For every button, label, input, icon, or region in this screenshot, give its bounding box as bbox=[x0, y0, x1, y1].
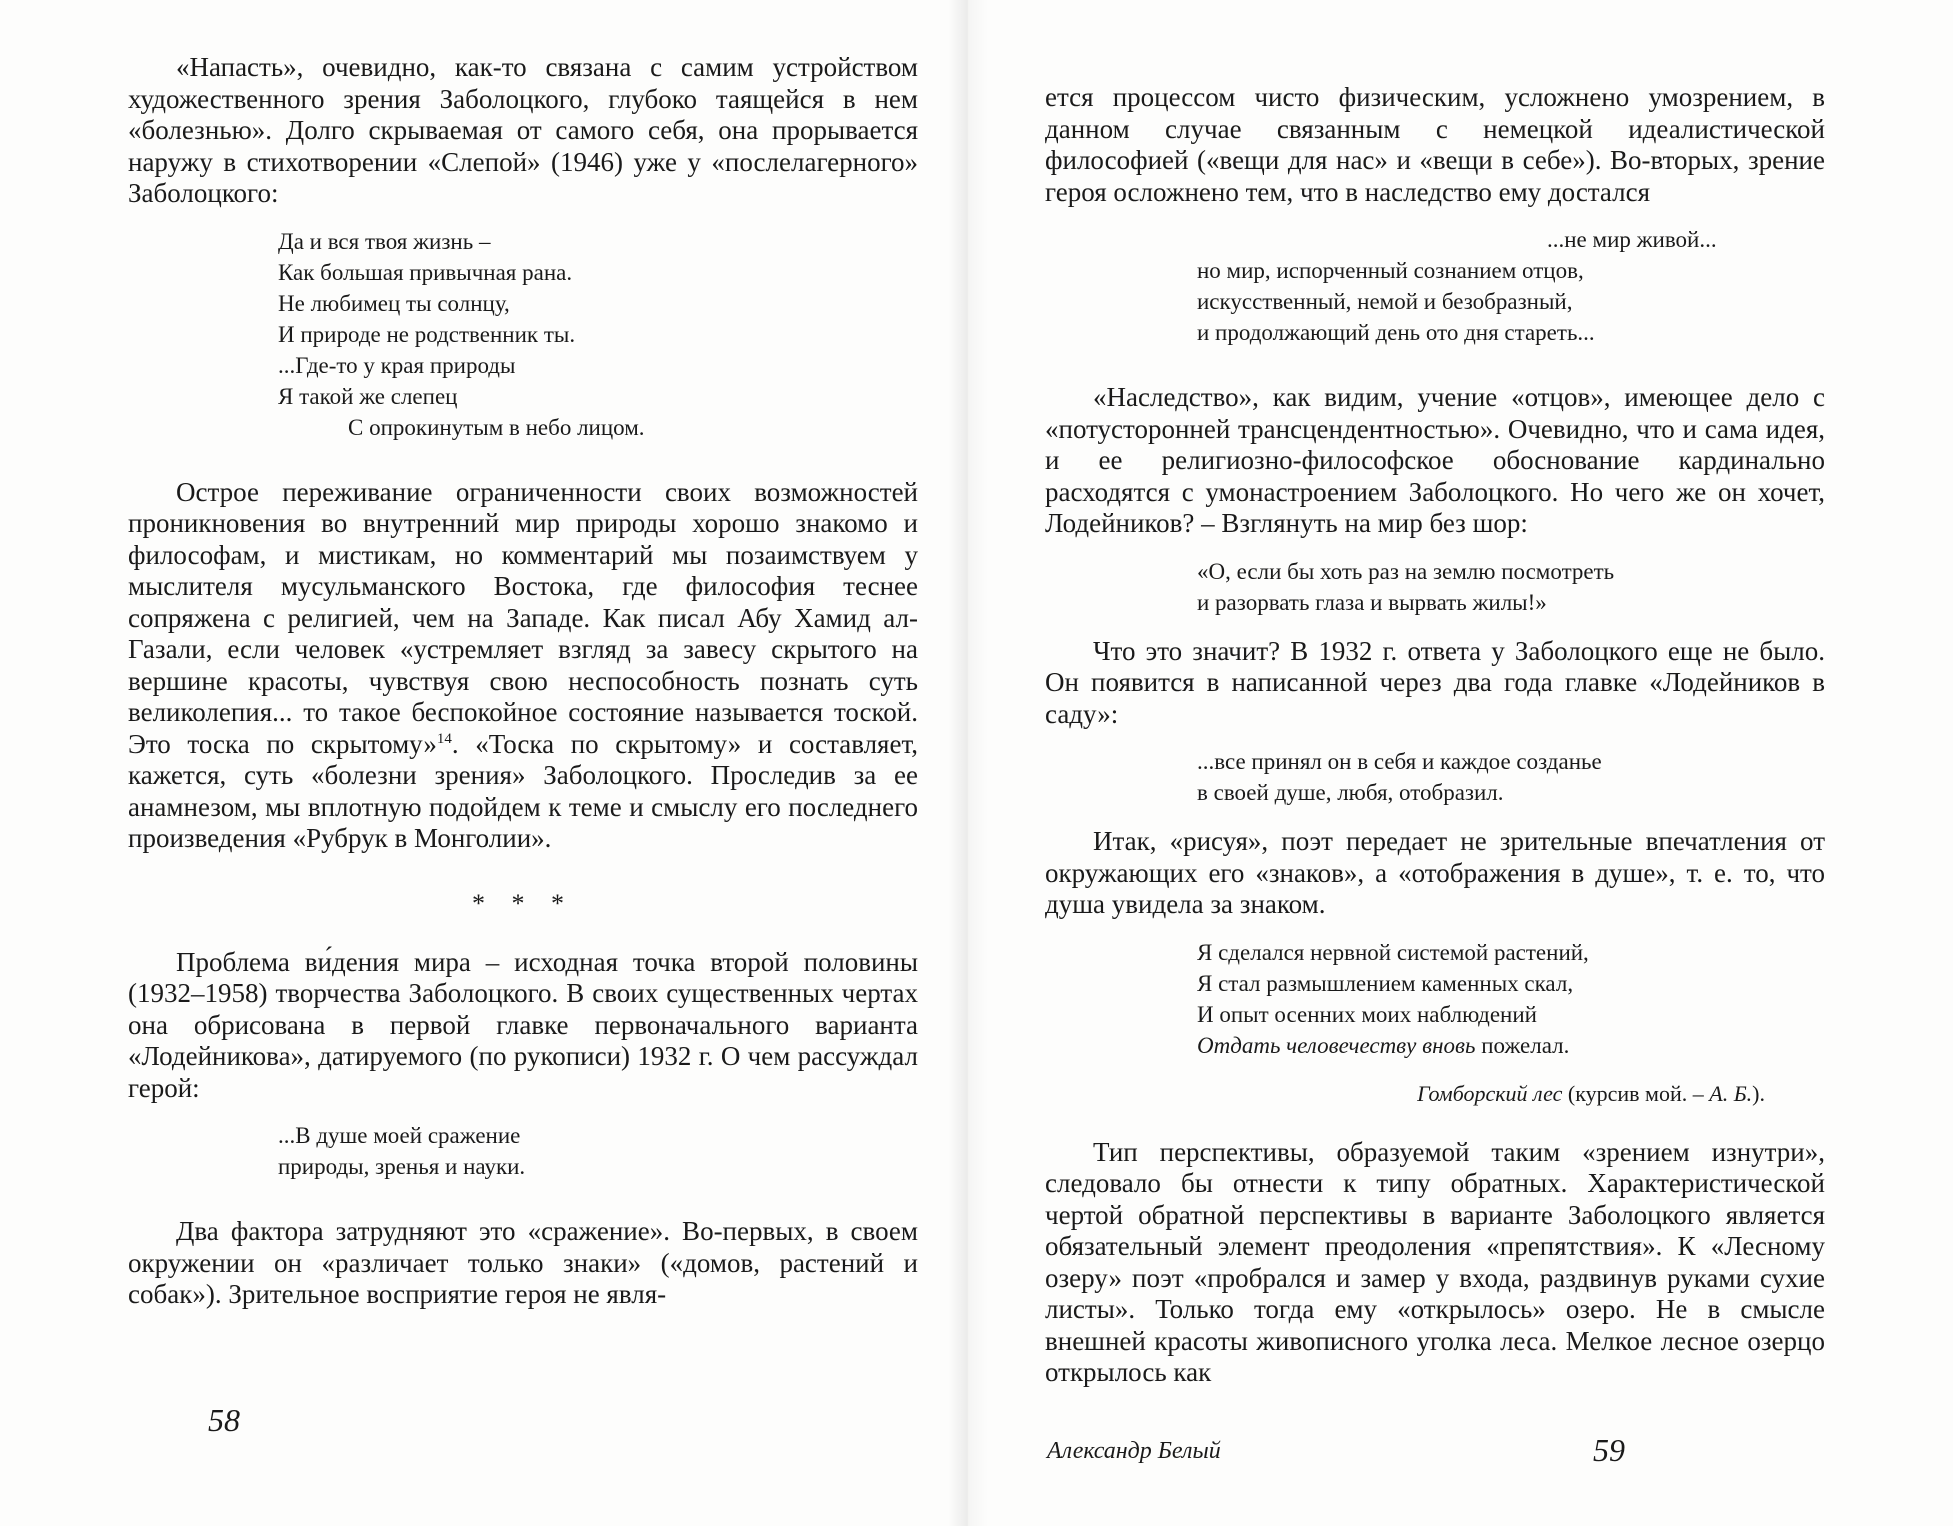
verse-line: С опрокинутым в небо лицом. bbox=[348, 414, 645, 440]
left-page bbox=[0, 0, 975, 1526]
right-page bbox=[975, 0, 1953, 1526]
verse-line: и разорвать глаза и вырвать жилы!» bbox=[1197, 589, 1547, 615]
verse-line: и продолжающий день ото дня стареть... bbox=[1197, 320, 1595, 345]
paragraph: Итак, «рисуя», поэт передает не зрительные впечатления от окружающих его «знаков», а «отображения в душе», т. е. то, что душа увидела за знаком. bbox=[1045, 826, 1825, 919]
verse-line: Я такой же слепец bbox=[278, 383, 458, 409]
verse-line: Я сделался нервной системой растений, bbox=[1197, 939, 1589, 965]
verse-line: ...все принял он в себя и каждое созданье bbox=[1197, 749, 1602, 774]
italic-emphasis: Отдать человечеству вновь bbox=[1197, 1032, 1476, 1058]
left-text-column bbox=[128, 52, 918, 1311]
verse-line: ...не мир живой... bbox=[1547, 227, 1717, 252]
verse-line: Я стал размышлением каменных скал, bbox=[1197, 970, 1574, 996]
paragraph: «Наследство», как видим, учение «отцов», имеющее дело с «потусторонней трансцендентностью». Очевидно, что и сама идея, и ее религиозно-философское обоснование кардинально расходятся с умонастроением Заболоцкого. Но чего же он хочет, Лодейников? – Взглянуть на мир без шор: bbox=[1045, 382, 1825, 538]
verse-quote bbox=[1197, 224, 1825, 348]
verse-line: И опыт осенних моих наблюдений bbox=[1197, 1001, 1537, 1027]
verse-line: «О, если бы хоть раз на землю посмотреть bbox=[1197, 558, 1615, 584]
attribution-end: ). bbox=[1752, 1080, 1765, 1106]
paragraph: Два фактора затрудняют это «сражение». Во-первых, в своем окружении он «различает только знаки» («домов, растений и собак»). Зрительное восприятие героя не явля- bbox=[128, 1216, 918, 1309]
verse-quote bbox=[278, 226, 918, 443]
verse-line: Как большая привычная рана. bbox=[278, 259, 573, 285]
verse-line: искусственный, немой и безобразный, bbox=[1197, 289, 1573, 314]
verse-line: И природе не родственник ты. bbox=[278, 321, 576, 347]
paragraph-text-tail: . «Тоска по скрытому» и составляет, кажется, суть «болезни зрения» Заболоцкого. Проследив за ее анамнезом, мы вплотную подойдем к теме и смыслу его последнего произведения «Рубрук в Монголии». bbox=[128, 728, 918, 853]
verse-line: ...Где-то у края природы bbox=[278, 352, 516, 378]
footnote-ref: 14 bbox=[436, 730, 452, 747]
running-footer-author: Александр Белый bbox=[1047, 1438, 1221, 1464]
paragraph: Проблема ви́дения мира – исходная точка второй половины (1932–1958) творчества Заболоцкого. В своих существенных чертах она обрисована в первой главке первоначального варианта «Лодейникова», датируемого (по рукописи) 1932 г. О чем рассуждал герой: bbox=[128, 946, 918, 1103]
section-break: * * * bbox=[472, 888, 574, 918]
verse-line: Да и вся твоя жизнь – bbox=[278, 228, 491, 254]
verse-attribution bbox=[1045, 1079, 1825, 1109]
page-number: 58 bbox=[208, 1402, 240, 1438]
paragraph: Тип перспективы, образуемой таким «зрением изнутри», следовало бы отнести к типу обратных. Характеристической чертой обратной перспективы в варианте Заболоцкого является обязательный элемент преодоления «препятствия». К «Лесному озеру» поэт «пробрался и замер у входа, раздвинув руками сухие листы». Только тогда ему «открылось» озеро. Не в смысле внешней красоты живописного уголка леса. Мелкое лесное озерцо открылось как bbox=[1045, 1136, 1825, 1387]
attribution-title: Гомборский лес bbox=[1417, 1080, 1563, 1106]
verse-line: в своей душе, любя, отобразил. bbox=[1197, 780, 1504, 805]
verse-line bbox=[1197, 1030, 1825, 1061]
verse-line: Не любимец ты солнцу, bbox=[278, 290, 510, 316]
verse-quote bbox=[278, 1120, 918, 1182]
verse-quote bbox=[1197, 746, 1825, 808]
verse-line-tail: пожелал. bbox=[1475, 1032, 1570, 1058]
attribution-note: (курсив мой. – bbox=[1562, 1080, 1710, 1106]
paragraph: «Напасть», очевидно, как-то связана с самим устройством художественного зрения Заболоцкого, глубоко таящейся в нем «болезнью». Долго скрываемая от самого себя, она прорывается наружу в стихотворении «Слепой» (1946) уже у «послелагерного» Заболоцкого: bbox=[128, 52, 918, 208]
paragraph-text: Острое переживание ограниченности своих возможностей проникновения во внутренний мир природы хорошо знакомо и философам, и мистикам, но комментарий мы позаимствуем у мыслителя мусульманского Востока, где философия теснее сопряжена с религией, чем на Западе. Как писал Абу Хамид ал-Газали, если человек «устремляет взгляд за завесу скрытого на вершине красоты, чувствуя свою неспособность познать суть великолепия... то такое беспокойное состояние называется тоской. Это тоска по скрытому» bbox=[128, 476, 918, 759]
paragraph-continued: ется процессом чисто физическим, усложнено умозрением, в данном случае связанным с немецкой идеалистической философией («вещи для нас» и «вещи в себе»). Во-вторых, зрение героя осложнено тем, что в наследство ему достался bbox=[1045, 82, 1825, 207]
verse-line: природы, зренья и науки. bbox=[278, 1154, 526, 1179]
verse-line: ...В душе моей сражение bbox=[278, 1123, 521, 1148]
paragraph: Что это значит? В 1932 г. ответа у Заболоцкого еще не было. Он появится в написанной через два года главке «Лодейников в саду»: bbox=[1045, 635, 1825, 729]
attribution-initials: А. Б. bbox=[1709, 1080, 1753, 1106]
right-text-column bbox=[1045, 82, 1825, 1389]
paragraph bbox=[128, 477, 918, 855]
verse-quote bbox=[1197, 937, 1825, 1061]
verse-line: но мир, испорченный сознанием отцов, bbox=[1197, 258, 1584, 283]
verse-quote bbox=[1197, 556, 1825, 618]
page-number: 59 bbox=[1593, 1432, 1625, 1468]
